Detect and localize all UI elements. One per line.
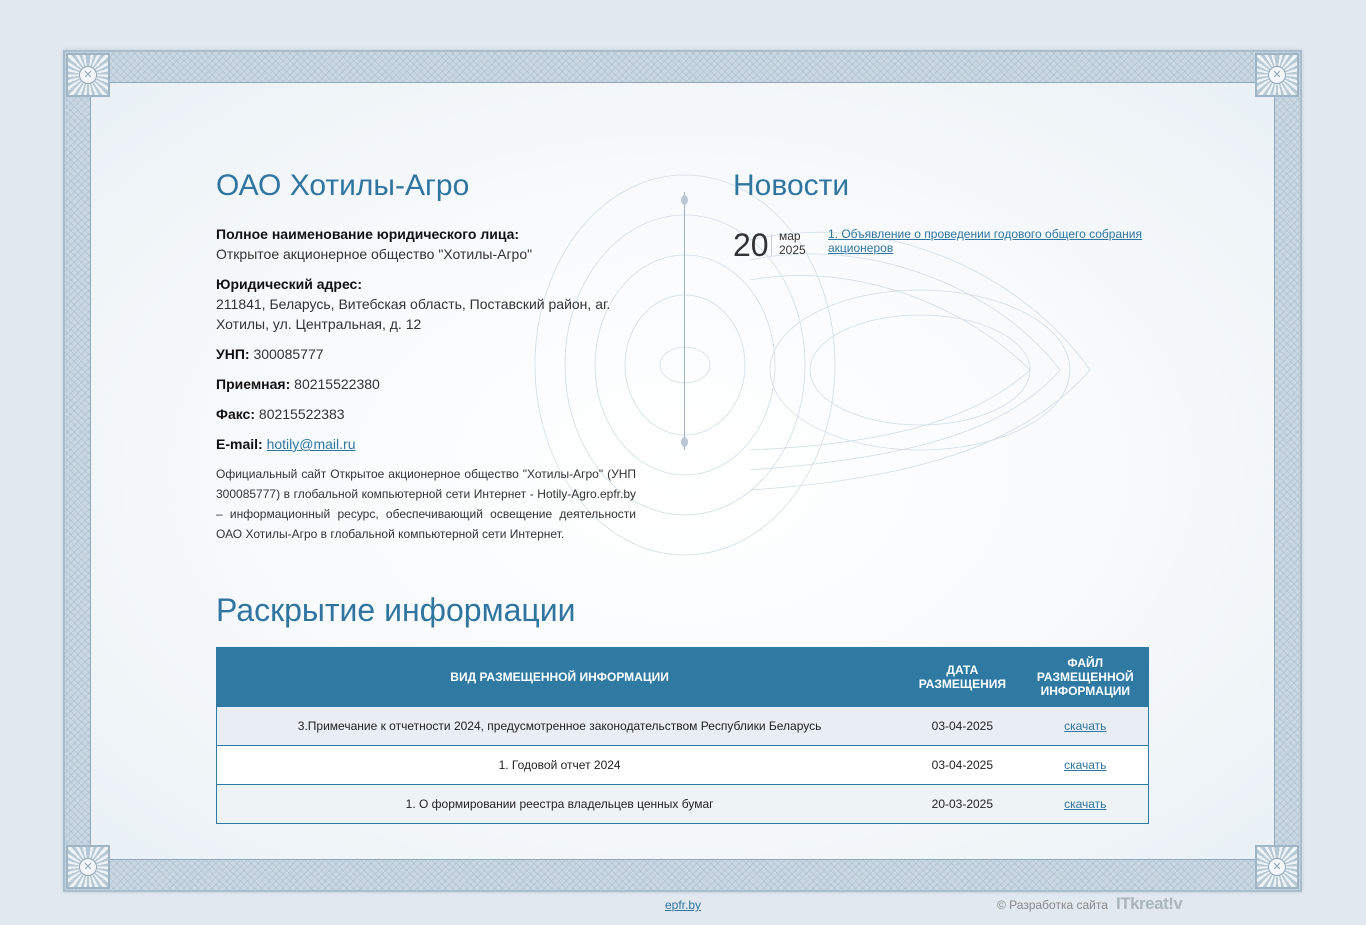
news-month: мар	[779, 229, 801, 243]
table-header-row	[217, 647, 1149, 707]
column-header-date: ДАТА РАЗМЕЩЕНИЯ	[902, 647, 1022, 707]
unp-value: 300085777	[253, 346, 324, 362]
column-header-file: ФАЙЛ РАЗМЕЩЕННОЙ ИНФОРМАЦИИ	[1023, 647, 1149, 707]
news-date-separator	[771, 234, 772, 256]
address-block	[216, 274, 636, 334]
download-link[interactable]: скачать	[1064, 719, 1107, 733]
reception-label: Приемная:	[216, 376, 291, 392]
full-name-label: Полное наименование юридического лица:	[216, 226, 520, 242]
email-link[interactable]: hotily@mail.ru	[266, 436, 356, 452]
news-day: 20	[733, 227, 769, 263]
developer-logo[interactable]: ITkreat!v	[1116, 894, 1183, 913]
row-file-cell	[1023, 785, 1149, 824]
row-file-cell	[1023, 746, 1149, 785]
unp-block	[216, 344, 636, 364]
download-link[interactable]: скачать	[1064, 758, 1107, 772]
column-header-type: ВИД РАЗМЕЩЕННОЙ ИНФОРМАЦИИ	[217, 647, 903, 707]
footer-credit: © Разработка сайта	[997, 898, 1108, 912]
divider-ornament-icon	[681, 437, 688, 447]
row-date: 03-04-2025	[902, 746, 1022, 785]
table-row	[217, 785, 1149, 824]
table-row	[217, 746, 1149, 785]
news-year: 2025	[779, 243, 806, 257]
footer-site-link[interactable]: epfr.by	[665, 898, 702, 912]
download-link[interactable]: скачать	[1064, 797, 1107, 811]
news-item-link[interactable]: 1. Объявление о проведении годового общего собрания акционеров	[828, 227, 1142, 255]
column-divider	[684, 192, 685, 450]
row-date: 20-03-2025	[902, 785, 1022, 824]
full-name-value: Открытое акционерное общество "Хотилы-Агро"	[216, 246, 533, 262]
site-description: Официальный сайт Открытое акционерное общество "Хотилы-Агро" (УНП 300085777) в глобальной компьютерной сети Интернет - Hotily-Agro.epfr.by – информационный ресурс, обеспечивающий освещение деятельности ОАО Хотилы-Агро в глобальной компьютерной сети Интернет.	[216, 467, 636, 541]
row-name: 3.Примечание к отчетности 2024, предусмотренное законодательством Республики Беларусь	[217, 707, 903, 746]
disclosure-title: Раскрытие информации	[216, 592, 576, 628]
fax-block	[216, 404, 636, 424]
full-name-block	[216, 224, 636, 264]
news-month-year	[779, 229, 806, 257]
news-section	[733, 168, 1153, 264]
row-file-cell	[1023, 707, 1149, 746]
address-value: 211841, Беларусь, Витебская область, Поставский район, аг. Хотилы, ул. Центральная, д. 12	[216, 296, 611, 332]
fax-label: Факс:	[216, 406, 256, 422]
unp-label: УНП:	[216, 346, 250, 362]
row-date: 03-04-2025	[902, 707, 1022, 746]
reception-block	[216, 374, 636, 394]
row-name: 1. О формировании реестра владельцев ценных бумаг	[217, 785, 903, 824]
corner-ornament-icon: ✕	[1255, 53, 1299, 97]
table-row	[217, 707, 1149, 746]
corner-ornament-icon: ✕	[66, 53, 110, 97]
fax-value: 80215522383	[258, 406, 345, 422]
news-title: Новости	[733, 169, 850, 202]
row-name: 1. Годовой отчет 2024	[217, 746, 903, 785]
company-info	[216, 168, 636, 544]
company-title: ОАО Хотилы-Агро	[216, 169, 470, 202]
reception-value: 80215522380	[294, 376, 380, 392]
disclosure-table	[216, 647, 1149, 824]
divider-ornament-icon	[681, 195, 688, 205]
corner-ornament-icon: ✕	[1255, 845, 1299, 889]
news-item	[733, 224, 1153, 264]
email-label: E-mail:	[216, 436, 263, 452]
address-label: Юридический адрес:	[216, 276, 362, 292]
corner-ornament-icon: ✕	[66, 845, 110, 889]
email-block	[216, 434, 636, 454]
